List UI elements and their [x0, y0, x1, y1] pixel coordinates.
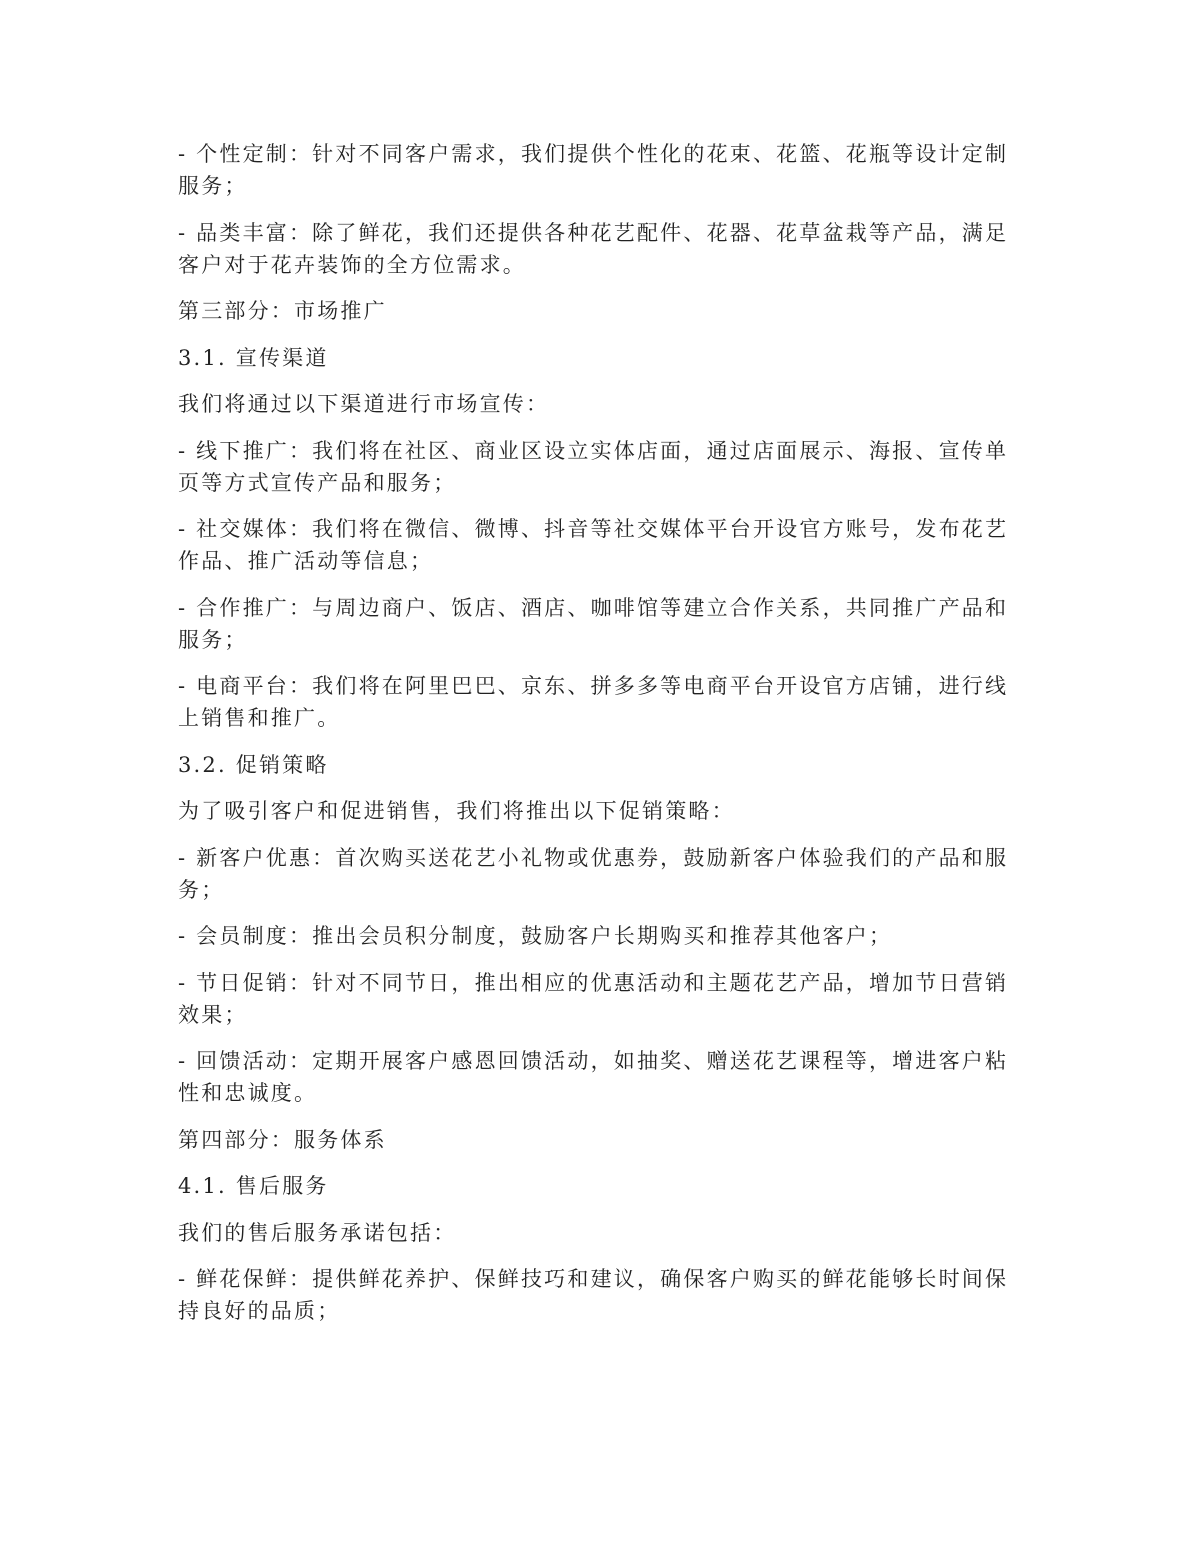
bullet-flower-preservation: - 鲜花保鲜：提供鲜花养护、保鲜技巧和建议，确保客户购买的鲜花能够长时间保持良好的品质； — [178, 1267, 1009, 1323]
section-heading-part-four: 第四部分：服务体系 — [178, 1127, 387, 1152]
paragraph-after-sales-intro: 我们的售后服务承诺包括： — [178, 1220, 457, 1245]
subsection-heading-3-1: 3.1. 宣传渠道 — [178, 345, 329, 370]
bullet-rich-categories: - 品类丰富：除了鲜花，我们还提供各种花艺配件、花器、花草盆栽等产品，满足客户对于花卉装饰的全方位需求。 — [178, 220, 1009, 277]
bullet-custom-design: - 个性定制：针对不同客户需求，我们提供个性化的花束、花篮、花瓶等设计定制服务； — [178, 142, 1009, 198]
paragraph-sales-strategy-intro: 为了吸引客户和促进销售，我们将推出以下促销策略： — [178, 799, 735, 823]
bullet-new-customer-offer: - 新客户优惠：首次购买送花艺小礼物或优惠券，鼓励新客户体验我们的产品和服务； — [178, 845, 1009, 902]
subsection-heading-4-1: 4.1. 售后服务 — [178, 1174, 329, 1198]
document-body — [178, 138, 1020, 1342]
paragraph-promotion-intro: 我们将通过以下渠道进行市场宣传： — [178, 392, 550, 416]
bullet-holiday-promotion: - 节日促销：针对不同节日，推出相应的优惠活动和主题花艺产品，增加节日营销效果； — [178, 970, 1009, 1027]
bullet-ecommerce-platform: - 电商平台：我们将在阿里巴巴、京东、拼多多等电商平台开设官方店铺，进行线上销售和推广。 — [178, 674, 1009, 730]
bullet-customer-rewards: - 回馈活动：定期开展客户感恩回馈活动，如抽奖、赠送花艺课程等，增进客户粘性和忠诚度。 — [178, 1049, 1009, 1105]
subsection-heading-3-2: 3.2. 促销策略 — [178, 752, 329, 777]
bullet-offline-promotion: - 线下推广：我们将在社区、商业区设立实体店面，通过店面展示、海报、宣传单页等方式宣传产品和服务； — [178, 438, 1009, 495]
bullet-membership: - 会员制度：推出会员积分制度，鼓励客户长期购买和推荐其他客户； — [178, 924, 893, 948]
bullet-social-media: - 社交媒体：我们将在微信、微博、抖音等社交媒体平台开设官方账号，发布花艺作品、推广活动等信息； — [178, 517, 1009, 573]
section-heading-part-three: 第三部分：市场推广 — [178, 299, 387, 323]
bullet-partner-promotion: - 合作推广：与周边商户、饭店、酒店、咖啡馆等建立合作关系，共同推广产品和服务； — [178, 595, 1009, 652]
